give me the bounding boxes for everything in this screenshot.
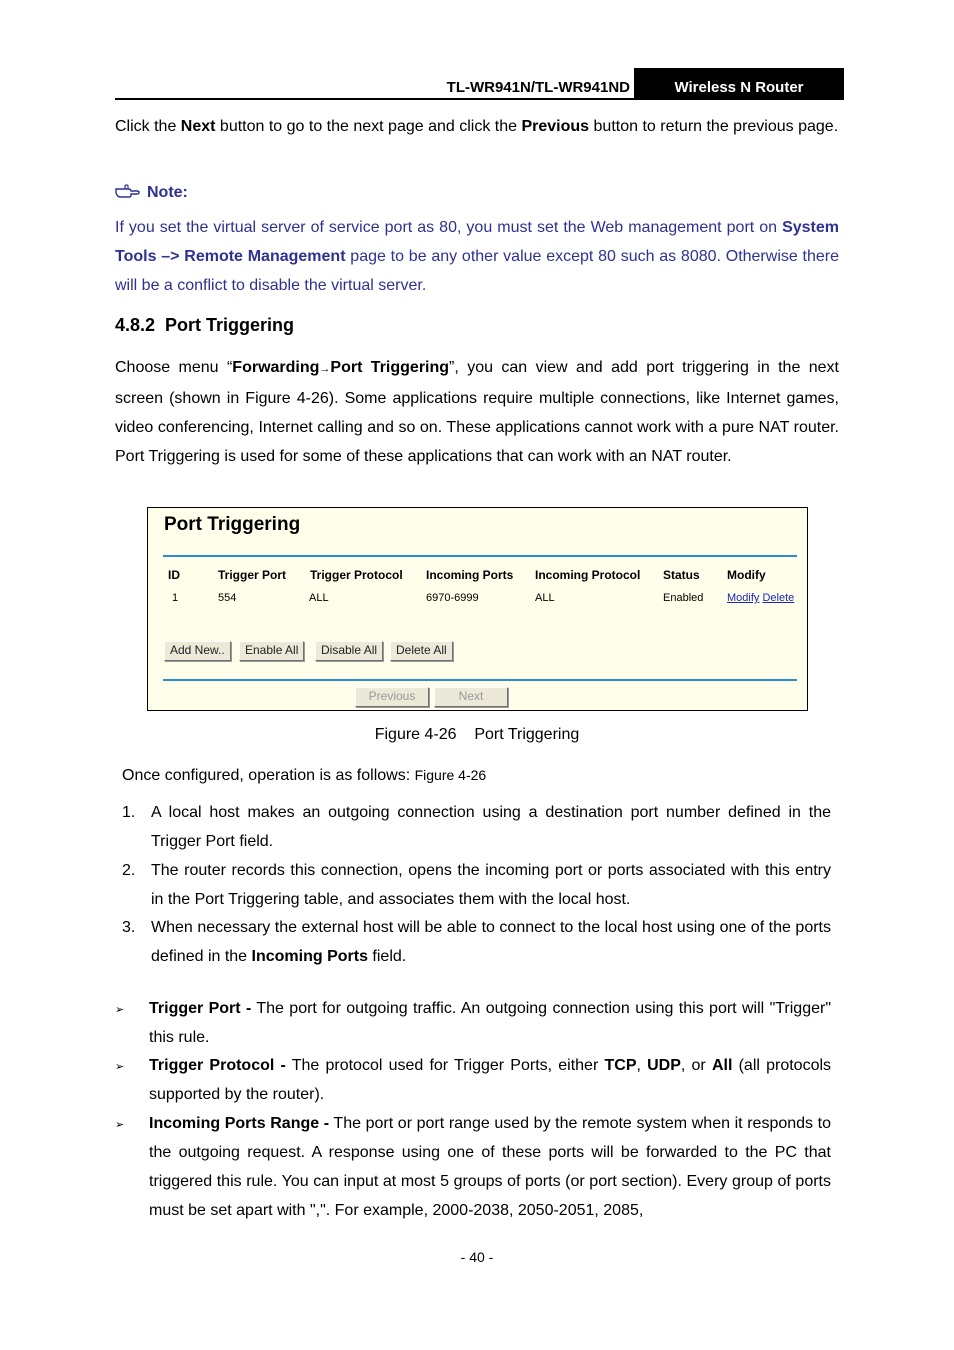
bullet-incoming-ports-range: Incoming Ports Range - The port or port range used by the remote system when it responds to the outgoing request. A response using one of these ports will be forwarded to the PC that triggered this rule. You can input at most 5 groups of ports (or port section). Every group of ports must be set apart with ",". For example, 2000-2038, 2050-2051, 2085, [149,1115,831,1219]
bullet-arrow-icon: ➢ [115,1004,125,1016]
panel-divider-bottom [163,679,797,681]
header-rule [115,98,844,100]
col-header-incoming-ports: Incoming Ports [426,568,514,582]
delete-all-button[interactable]: Delete All [390,641,453,661]
panel-divider-top [163,555,797,557]
enable-all-button[interactable]: Enable All [239,641,304,661]
note-body: If you set the virtual server of service port as 80, you must set the Web management port on System Tools –> Remote Management page to be any other value except 80 such as 8080. Otherwise there will be a conflict to disable the virtual server. [115,219,840,294]
col-header-status: Status [663,568,700,582]
step-number: 3. [122,919,136,936]
cell-status: Enabled [663,592,704,604]
step-text: When necessary the external host will be able to connect to the local host using one of the ports defined in the Incoming Ports field. [151,919,831,965]
cell-incoming-ports: 6970-6999 [426,592,479,604]
step-number: 2. [122,862,136,879]
disable-all-button[interactable]: Disable All [315,641,383,661]
bullet-trigger-protocol: Trigger Protocol - The protocol used for Trigger Ports, either TCP, UDP, or All (all protocols supported by the router). [149,1057,832,1103]
col-header-incoming-protocol: Incoming Protocol [535,568,641,582]
col-header-trigger-protocol: Trigger Protocol [310,568,403,582]
cell-incoming-protocol: ALL [535,592,555,604]
cell-id: 1 [172,592,179,604]
col-header-id: ID [168,568,180,582]
col-header-modify: Modify [727,568,766,582]
pointing-hand-icon [115,184,141,198]
step-text: The router records this connection, opens the incoming port or ports associated with this entry in the Port Triggering table, and associates them with the local host. [151,862,831,908]
figure-caption: Figure 4-26 Port Triggering [374,726,580,743]
next-button[interactable]: Next [434,687,508,707]
bullet-trigger-port: Trigger Port - The port for outgoing traffic. An outgoing connection using this port will "Trigger" this rule. [149,1000,832,1046]
step-text: A local host makes an outgoing connection using a destination port number defined in the Trigger Port field. [151,804,831,850]
cell-trigger-port: 554 [218,592,237,604]
modify-link[interactable]: Modify [727,592,760,604]
operation-intro: Once configured, operation is as follows: Figure 4-26 [122,767,487,784]
note-heading: Note: [115,184,188,202]
header-model: TL-WR941N/TL-WR941ND [446,79,630,96]
intro-paragraph: Click the Next button to go to the next page and click the Previous button to return the previous page. [115,118,839,135]
step-number: 1. [122,804,136,821]
delete-link[interactable]: Delete [762,592,795,604]
panel-title: Port Triggering [164,514,301,535]
previous-button[interactable]: Previous [355,687,429,707]
section-body: Choose menu “Forwarding→Port Triggering”, you can view and add port triggering in the next screen (shown in Figure 4-26). Some applications require multiple connections, like Internet games, video conferencing, Internet calling and so on. These applications cannot work with a pure NAT router. Port Triggering is used for some of these applications that can work with an NAT router. [115,359,839,465]
header-product: Wireless N Router [634,68,844,99]
add-new-button[interactable]: Add New.. [164,641,231,661]
modify-row-link [727,592,794,604]
bullet-arrow-icon: ➢ [115,1061,125,1073]
page-number: - 40 - [460,1249,494,1265]
bullet-arrow-icon: ➢ [115,1119,125,1131]
port-triggering-panel [147,507,808,711]
col-header-trigger-port: Trigger Port [218,568,287,582]
section-title: 4.8.2 Port Triggering [115,315,295,335]
cell-trigger-protocol: ALL [309,592,329,604]
